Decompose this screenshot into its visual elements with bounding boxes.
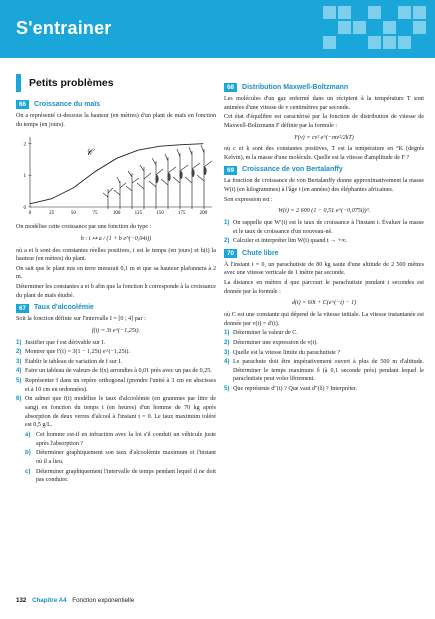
item-text: Montrer que f′(t) = 3(1 − 1,25t) e^(−1,25t). bbox=[25, 349, 130, 356]
x-tick-label: 0 bbox=[28, 211, 32, 217]
list-item bbox=[16, 377, 216, 394]
formula: W(t) = 2 600 (1 − 0,51 e^(−0,075t))³. bbox=[278, 208, 370, 215]
formula: F(v) = cv² e^(−mv²/2kT) bbox=[294, 134, 354, 141]
corn-plants-illustration bbox=[103, 145, 212, 209]
exercise-number: 70 bbox=[224, 249, 237, 258]
x-tick-label: 200 bbox=[199, 211, 208, 217]
item-text: Établir le tableau de variation de f sur I. bbox=[25, 358, 122, 365]
exercise-70-header bbox=[224, 249, 424, 259]
exercise-69-header bbox=[224, 165, 424, 175]
exercise-number: 68 bbox=[224, 83, 237, 92]
item-text: Représenter f dans un repère orthogonal (prendre l'unité à 3 cm en abscisses et à 10 cm en ordonnées). bbox=[25, 378, 216, 393]
item-number: 4) bbox=[16, 367, 22, 375]
item-text: Calculer et interpréter lim W(t) quand t → +∞. bbox=[233, 238, 348, 245]
y-tick-label: 1 bbox=[23, 174, 26, 180]
exercise-title: Croissance du maïs bbox=[34, 101, 101, 108]
list-item bbox=[224, 358, 424, 384]
sub-item bbox=[16, 449, 216, 466]
list-item bbox=[224, 339, 424, 348]
exercise-text: Son expression est : bbox=[224, 196, 273, 203]
exercise-number: 69 bbox=[224, 166, 237, 175]
item-number: 2) bbox=[224, 237, 230, 245]
exercise-number: 67 bbox=[16, 304, 29, 313]
list-item bbox=[16, 339, 216, 348]
item-number: 2) bbox=[16, 348, 22, 356]
formula: h : t ↦ a / (1 + b e^(−0,04t)) bbox=[80, 235, 152, 242]
exercise-title: Taux d'alcoolémie bbox=[34, 304, 94, 312]
x-tick-label: 100 bbox=[112, 211, 121, 217]
exercise-text: où c et k sont des constantes positives, T est la température en °K (degrés Kelvin), m la masse d'une molécule. Quelle est la vitesse d'amplitude de F ? bbox=[224, 146, 424, 161]
item-number: 1) bbox=[224, 329, 230, 337]
list-item bbox=[16, 358, 216, 367]
exercise-text: où C est une constante qui dépend de la vitesse initiale. La vitesse instantanée est donnée par v(t) = d′(t). bbox=[224, 311, 424, 327]
exercise-text: La distance en mètres d que parcourt le parachutiste pendant t secondes est donnée par la formule : bbox=[224, 280, 424, 295]
chart-axes bbox=[30, 137, 212, 207]
left-column bbox=[16, 72, 216, 486]
list-item bbox=[16, 348, 216, 357]
item-text: Déterminer une expression de v(t). bbox=[233, 339, 318, 346]
x-tick-label: 125 bbox=[134, 211, 143, 217]
list-item bbox=[224, 329, 424, 338]
item-text: On admet que f(t) modélise le taux d'alcoolémie (en grammes par litre de sang) en fonction du temps t (en heures) d'un homme de 70 kg après absorption de deux verres d'alcool à l'instant t = 0. Le taux maximum toléré est 0,5 g/L. bbox=[25, 396, 216, 429]
list-item bbox=[16, 367, 216, 376]
item-text: Justifier que f est dérivable sur I. bbox=[25, 339, 106, 346]
item-text: Cet homme est-il en infraction avec la loi s'il conduit un véhicule juste après l'absorption ? bbox=[36, 431, 216, 447]
item-text: Faire un tableau de valeurs de f(x) arrondies à 0,01 près avec un pas de 0,25. bbox=[25, 368, 212, 375]
item-number: 2) bbox=[224, 338, 230, 346]
exercise-number: 66 bbox=[16, 100, 29, 109]
item-number: a) bbox=[25, 430, 31, 438]
section-heading bbox=[16, 72, 216, 94]
right-column bbox=[224, 80, 424, 395]
section-bar bbox=[16, 74, 21, 92]
page-number: 132 bbox=[16, 597, 27, 604]
x-tick-label: 50 bbox=[70, 211, 76, 217]
list-item bbox=[224, 349, 424, 358]
sub-item bbox=[16, 431, 216, 448]
exercise-66-header bbox=[16, 100, 216, 110]
item-number: 3) bbox=[224, 348, 230, 356]
exercise-text: Les molécules d'un gaz enfermé dans un récipient à la température T sont animées d'une vitesse de v centimètres par seconde. bbox=[224, 95, 424, 111]
exercise-text: À l'instant t = 0, un parachutiste de 80 kg saute d'une altitude de 2 500 mètres avec une vitesse verticale de 1 mètre par seconde. bbox=[224, 261, 424, 277]
list-item bbox=[16, 395, 216, 430]
item-text: Le parachute doit être impérativement ouvert à plus de 500 m d'altitude. Déterminer le temps maximum δ (à 0,1 seconde près) pendant lequel le parachutiste peut voler librement. bbox=[233, 359, 424, 383]
page-footer bbox=[16, 597, 134, 606]
item-text: Que représente d″(t) ? Que vaut d″(δ) ? Interpréter. bbox=[233, 386, 358, 393]
item-text: Déterminer la valeur de C. bbox=[233, 330, 298, 337]
exercise-title: Distribution Maxwell-Boltzmann bbox=[242, 84, 349, 91]
chapter-topic: Fonction exponentielle bbox=[72, 597, 135, 604]
list-item bbox=[224, 385, 424, 394]
list-item bbox=[224, 237, 424, 246]
exercise-text: Cet état d'équilibre est caractérisé par la fonction de distribution de vitesse de Maxwell-Boltzmann F définie par la formule : bbox=[224, 114, 424, 129]
item-number: 1) bbox=[16, 338, 22, 346]
chapter-label: Chapitre A4 bbox=[32, 597, 67, 604]
exercise-text: Soit la fonction définie sur l'intervalle I = [0 ; 4] par : bbox=[16, 316, 146, 323]
exercise-text: où a et b sont des constantes réelles positives, t est le temps (en jours) et h(t) la hauteur (en mètres) du plant. bbox=[16, 247, 216, 263]
item-text: On rappelle que W′(t) est le taux de croissance à l'instant t. Évaluer la masse et le taux de croissance d'un nouveau-né. bbox=[233, 219, 424, 235]
formula: d(t) = 60t + C(e^(−t) − 1) bbox=[291, 300, 357, 307]
item-number: 3) bbox=[16, 357, 22, 365]
x-tick-label: 75 bbox=[92, 211, 98, 217]
item-number: c) bbox=[25, 467, 31, 475]
y-tick-label: 0 bbox=[23, 206, 26, 212]
exercise-68-header bbox=[224, 83, 424, 93]
exercise-67-header bbox=[16, 303, 216, 313]
list-item bbox=[224, 219, 424, 236]
exercise-title: Chute libre bbox=[242, 249, 279, 257]
header-banner bbox=[0, 0, 435, 58]
section-title: Petits problèmes bbox=[29, 76, 114, 89]
exercise-text: La fonction de croissance de von Bertalanffy donne approximativement la masse W(t) (en kilogrammes) à l'âge t (en années) des éléphantes africaines. bbox=[224, 178, 424, 193]
growth-chart bbox=[16, 133, 216, 217]
item-number: 6) bbox=[16, 395, 22, 403]
formula: f(t) = 3t e^(−1,25t). bbox=[91, 327, 141, 334]
exercise-text: On a représenté ci-dessous la hauteur (en mètres) d'un plant de maïs en fonction du temps (en jours). bbox=[16, 112, 216, 128]
curve-label: 𝒞 bbox=[86, 147, 93, 158]
exercise-text: Déterminer les constantes a et b afin que la fonction h corresponde à la croissance du plant de maïs étudié. bbox=[16, 284, 216, 299]
item-text: Quelle est la vitesse limite du parachutiste ? bbox=[233, 349, 341, 356]
item-number: 1) bbox=[224, 218, 230, 226]
chart-series-line bbox=[30, 144, 203, 204]
item-text: Déterminer graphiquement l'intervalle de temps pendant lequel il ne doit pas conduire. bbox=[36, 468, 216, 484]
x-tick-label: 175 bbox=[177, 211, 186, 217]
item-number: 5) bbox=[16, 377, 22, 385]
sub-item bbox=[16, 468, 216, 485]
exercise-text: On sait que le plant mis en terre mesurait 0,1 m et que sa hauteur plafonnera à 2 m. bbox=[16, 265, 216, 281]
y-tick-label: 2 bbox=[23, 142, 26, 148]
item-number: 4) bbox=[224, 358, 230, 366]
x-tick-label: 25 bbox=[49, 211, 55, 217]
x-tick-label: 150 bbox=[156, 211, 164, 217]
exercise-text: On modélise cette croissance par une fonction du type : bbox=[16, 224, 152, 231]
chart-svg bbox=[16, 133, 216, 217]
item-number: b) bbox=[25, 449, 31, 457]
item-number: 5) bbox=[224, 385, 230, 393]
exercise-title: Croissance de von Bertalanffy bbox=[242, 166, 343, 174]
decorative-squares bbox=[323, 6, 427, 52]
page-title: S'entrainer bbox=[16, 18, 112, 38]
item-text: Déterminer graphiquement son taux d'alcoolémie maximum et l'instant où il a lieu. bbox=[36, 450, 216, 465]
